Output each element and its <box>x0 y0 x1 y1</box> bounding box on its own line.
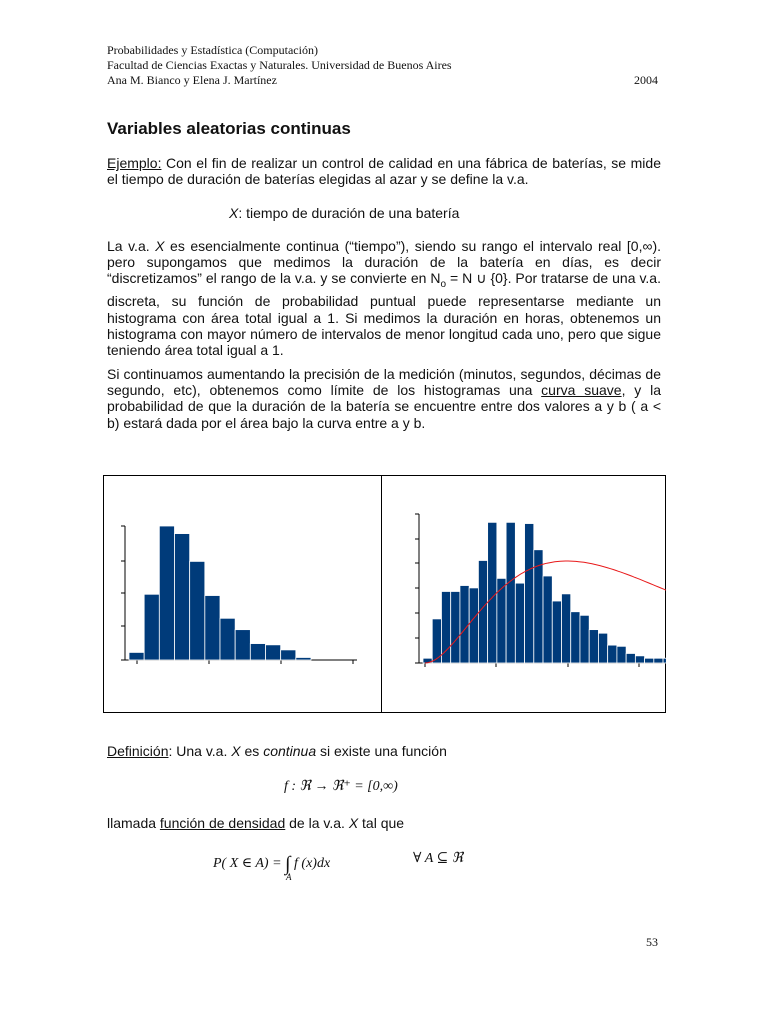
histogram-bar <box>296 657 311 660</box>
histogram-bar <box>543 576 552 663</box>
density-term: función de densidad <box>159 815 286 831</box>
variable-description: : tiempo de duración de una batería <box>238 205 460 221</box>
header-year: 2004 <box>634 73 658 87</box>
histogram-bar <box>580 615 589 663</box>
histogram-bar <box>129 652 144 660</box>
histogram-bar <box>589 630 598 663</box>
example-paragraph <box>107 155 661 187</box>
histogram-bar <box>635 656 644 663</box>
histogram-bar <box>654 658 663 663</box>
definition-label: Definición <box>107 743 169 759</box>
histogram-bar <box>571 612 580 663</box>
page-header <box>107 43 658 88</box>
definition-line: Definición: Una v.a. X es continua si existe una función <box>107 743 447 759</box>
histogram-days <box>104 476 381 712</box>
histogram-hours <box>382 476 666 712</box>
histogram-bar <box>617 646 626 663</box>
histogram-bar <box>460 586 469 663</box>
page-number: 53 <box>646 935 658 949</box>
section-title: Variables aleatorias continuas <box>107 119 351 138</box>
curva-suave: curva suave <box>541 382 622 399</box>
histogram-bar <box>220 618 235 660</box>
histogram-bar <box>190 561 205 660</box>
formula-probability: P( X ∈ A) = ∫ f (x)dx <box>213 853 331 875</box>
variable-definition <box>229 205 459 221</box>
histogram-bar <box>250 644 265 660</box>
histogram-bar <box>144 594 159 660</box>
histogram-bar <box>608 645 617 663</box>
histogram-bar <box>598 633 607 663</box>
histogram-bar <box>552 601 561 663</box>
variable-symbol: X <box>229 205 239 221</box>
header-faculty: Facultad de Ciencias Exactas y Naturales. Universidad de Buenos Aires <box>107 58 452 72</box>
histogram-bar <box>506 522 515 663</box>
histogram-bar <box>205 596 220 660</box>
histogram-bar <box>159 526 174 660</box>
formula-forall: ∀ A ⊆ ℜ <box>413 851 464 866</box>
histogram-bar <box>525 524 534 663</box>
histogram-bar <box>562 594 571 663</box>
header-authors: Ana M. Bianco y Elena J. Martínez <box>107 73 277 87</box>
histogram-figure <box>103 475 666 713</box>
histogram-bar <box>645 658 654 663</box>
histogram-bar <box>469 588 478 663</box>
density-line: llamada función de densidad de la v.a. X tal que <box>107 815 405 831</box>
example-text: Con el fin de realizar un control de calidad en una fábrica de baterías, se mide el tiempo de duración de baterías elegidas al azar y se define la v.a. <box>107 155 661 188</box>
histogram-bar <box>441 591 450 663</box>
histogram-bar <box>663 658 666 663</box>
histogram-bar <box>488 522 497 663</box>
integral-subscript: A <box>286 872 292 882</box>
paragraph-discretization: La v.a. X es esencialmente continua (“tiempo”), siendo su rango el intervalo real [0,∞). pero supongamos que medimos la duración de la batería en días, es decir “discretizamos” el rango de la v.a. y se convierte en $N_o = N$ ∪ {0}. Por tratarse de una v.a. discreta, su función de probabilidad puntual puede representarse mediante un histograma con área total igual a 1. Si medimos la duración en horas, obtenemos un histograma con mayor número de intervalos de menor longitud cada uno, pero que sigue teniendo área total igual a 1. <box>107 238 661 359</box>
histogram-bar <box>266 645 281 660</box>
histogram-bar <box>281 650 296 660</box>
header-course: Probabilidades y Estadística (Computación) <box>107 43 318 57</box>
histogram-bar <box>626 653 635 663</box>
histogram-bar <box>235 630 250 660</box>
example-label: Ejemplo: <box>107 155 162 171</box>
paragraph-limit: Si continuamos aumentando la precisión de la medición (minutos, segundos, décimas de segundo, etc), obtenemos como límite de los histogramas una curva suave, y la probabilidad de que la duración de la batería se encuentre entre dos valores a y b ( a < b) estará dada por el área bajo la curva entre a y b. <box>107 366 661 431</box>
histogram-bar <box>515 583 524 663</box>
formula-function: f : ℜ → ℜ⁺ = [0,∞) <box>284 779 398 794</box>
histogram-bar <box>451 591 460 663</box>
histogram-bar <box>175 534 190 660</box>
